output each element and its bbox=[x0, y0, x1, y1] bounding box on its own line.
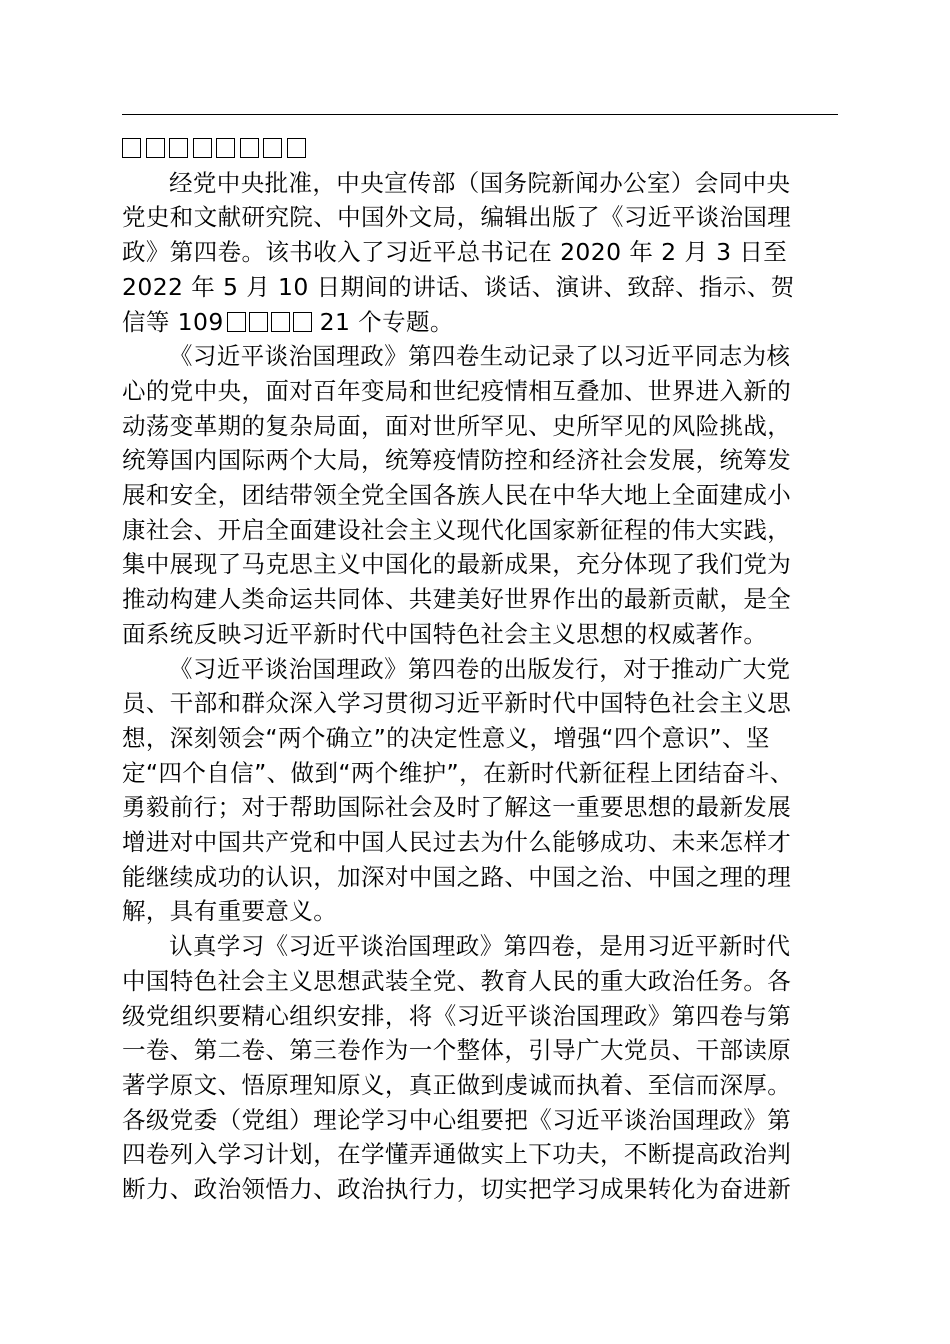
missing-glyph bbox=[122, 138, 141, 158]
header-rule bbox=[122, 114, 838, 115]
missing-glyph bbox=[293, 312, 312, 332]
text-line: 经党中央批准，中央宣传部（国务院新闻办公室）会同中央 bbox=[169, 168, 791, 197]
text-line-with-gaps bbox=[122, 305, 838, 340]
missing-glyph bbox=[240, 138, 259, 158]
text-line: 康社会、开启全面建设社会主义现代化国家新征程的伟大实践， bbox=[122, 515, 792, 544]
text-line: 能继续成功的认识，加深对中国之路、中国之治、中国之理的理 bbox=[122, 862, 792, 891]
document-body bbox=[122, 131, 838, 1207]
text-line: 一卷、第二卷、第三卷作为一个整体，引导广大党员、干部读原 bbox=[122, 1036, 792, 1065]
text-line: 认真学习《习近平谈治国理政》第四卷，是用习近平新时代 bbox=[169, 932, 791, 961]
text-line: 中国特色社会主义思想武装全党、教育人民的重大政治任务。各 bbox=[122, 966, 792, 995]
missing-glyph bbox=[249, 312, 268, 332]
text-line: 各级党委（党组）理论学习中心组要把《习近平谈治国理政》第 bbox=[122, 1105, 792, 1134]
missing-glyph bbox=[146, 138, 165, 158]
text-line: 推动构建人类命运共同体、共建美好世界作出的最新贡献，是全 bbox=[122, 585, 792, 614]
text-line: 级党组织要精心组织安排，将《习近平谈治国理政》第四卷与第 bbox=[122, 1001, 792, 1030]
text-line: 党史和文献研究院、中国外文局，编辑出版了《习近平谈治国理 bbox=[122, 203, 792, 232]
text-line: 定“四个自信”、做到“两个维护”，在新时代新征程上团结奋斗、 bbox=[122, 758, 794, 787]
missing-glyph bbox=[227, 312, 246, 332]
text-line: 《习近平谈治国理政》第四卷的出版发行，对于推动广大党 bbox=[169, 654, 791, 683]
text-line: 面系统反映习近平新时代中国特色社会主义思想的权威著作。 bbox=[122, 619, 768, 648]
text-line: 展和安全，团结带领全党全国各族人民在中华大地上全面建成小 bbox=[122, 481, 792, 510]
text-line: 集中展现了马克思主义中国化的最新成果，充分体现了我们党为 bbox=[122, 550, 792, 579]
text-after-gap: 21 个专题。 bbox=[319, 307, 454, 336]
text-line: 政》第四卷。该书收入了习近平总书记在 2020 年 2 月 3 日至 bbox=[122, 238, 788, 267]
text-line: 增进对中国共产党和中国人民过去为什么能够成功、未来怎样才 bbox=[122, 828, 792, 857]
document-heading bbox=[122, 131, 838, 166]
missing-glyph bbox=[216, 138, 235, 158]
text-line: 勇毅前行；对于帮助国际社会及时了解这一重要思想的最新发展 bbox=[122, 793, 792, 822]
text-line: 员、干部和群众深入学习贯彻习近平新时代中国特色社会主义思 bbox=[122, 689, 792, 718]
text-line: 断力、政治领悟力、政治执行力，切实把学习成果转化为奋进新 bbox=[122, 1175, 792, 1204]
paragraph-4 bbox=[122, 929, 838, 1207]
text-line: 想，深刻领会“两个确立”的决定性意义，增强“四个意识”、坚 bbox=[122, 723, 770, 752]
text-line: 心的党中央，面对百年变局和世纪疫情相互叠加、世界进入新的 bbox=[122, 376, 792, 405]
text-line: 四卷列入学习计划，在学懂弄通做实上下功夫，不断提高政治判 bbox=[122, 1140, 792, 1169]
paragraph-2 bbox=[122, 339, 838, 651]
missing-glyph bbox=[263, 138, 282, 158]
text-line: 统筹国内国际两个大局，统筹疫情防控和经济社会发展，统筹发 bbox=[122, 446, 792, 475]
text-line: 动荡变革期的复杂局面，面对世所罕见、史所罕见的风险挑战， bbox=[122, 411, 792, 440]
text-line: 解，具有重要意义。 bbox=[122, 897, 338, 926]
paragraph-1 bbox=[122, 166, 838, 340]
text-line: 2022 年 5 月 10 日期间的讲话、谈话、演讲、致辞、指示、贺 bbox=[122, 272, 795, 301]
text-before-gap: 信等 109 bbox=[122, 307, 224, 336]
text-line: 著学原文、悟原理知原义，真正做到虔诚而执着、至信而深厚。 bbox=[122, 1070, 792, 1099]
missing-glyph bbox=[287, 138, 306, 158]
paragraph-3 bbox=[122, 652, 838, 930]
missing-glyph bbox=[169, 138, 188, 158]
missing-glyph bbox=[271, 312, 290, 332]
missing-glyph bbox=[193, 138, 212, 158]
text-line: 《习近平谈治国理政》第四卷生动记录了以习近平同志为核 bbox=[169, 342, 791, 371]
